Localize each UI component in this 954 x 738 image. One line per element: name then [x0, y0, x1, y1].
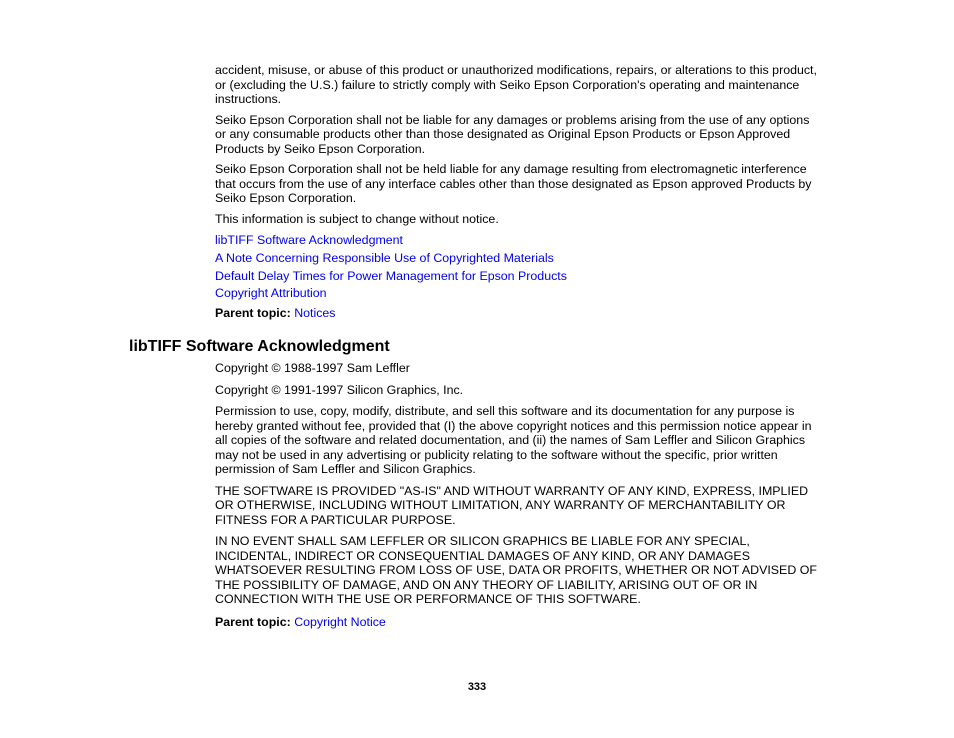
related-links-list	[215, 232, 821, 303]
parent-topic-label: Parent topic:	[215, 306, 291, 321]
paragraph-permission: Permission to use, copy, modify, distribute, and sell this software and its documentation for any purpose is hereby granted without fee, provided that (I) the above copyright notices and this permission notice appear in all copies of the software and related documentation, and (ii) the names of Sam Leffler and Silicon Graphics may not be used in any advertising or publicity relating to the software without the specific, prior written permission of Sam Leffler and Silicon Graphics.	[215, 404, 812, 476]
link-copyrighted-materials[interactable]: A Note Concerning Responsible Use of Copyrighted Materials	[215, 250, 554, 265]
parent-topic-link-notices[interactable]: Notices	[294, 306, 336, 321]
link-power-management-delay[interactable]: Default Delay Times for Power Management for Epson Products	[215, 268, 567, 283]
paragraph-change-notice: This information is subject to change without notice.	[215, 211, 499, 226]
libtiff-section	[215, 361, 821, 636]
link-copyright-attribution[interactable]: Copyright Attribution	[215, 286, 327, 301]
copyright-silicon-graphics: Copyright © 1991-1997 Silicon Graphics, Inc.	[215, 382, 464, 397]
section-heading-libtiff: libTIFF Software Acknowledgment	[129, 338, 390, 355]
parent-topic-copyright-notice	[215, 615, 821, 630]
paragraph-electromagnetic-interference: Seiko Epson Corporation shall not be held liable for any damage resulting from electromagnetic interference that occurs from the use of any interface cables other than those designated as Epson approved Products by Seiko Epson Corporation.	[215, 162, 812, 205]
link-libtiff-acknowledgment[interactable]: libTIFF Software Acknowledgment	[215, 233, 404, 247]
copyright-sam-leffler: Copyright © 1988-1997 Sam Leffler	[215, 361, 410, 375]
top-section	[215, 63, 821, 327]
paragraph-liability-limitation: IN NO EVENT SHALL SAM LEFFLER OR SILICON GRAPHICS BE LIABLE FOR ANY SPECIAL, INCIDENTAL, INDIRECT OR CONSEQUENTIAL DAMAGES OF ANY KIND, OR ANY DAMAGES WHATSOEVER RESULTING FROM LOSS OF USE, DATA OR PROFITS, WHETHER OR NOT ADVISED OF THE POSSIBILITY OF DAMAGE, AND ON ANY THEORY OF LIABILITY, ARISING OUT OF OR IN CONNECTION WITH THE USE OR PERFORMANCE OF THIS SOFTWARE.	[215, 534, 817, 606]
paragraph-warranty-disclaimer: THE SOFTWARE IS PROVIDED "AS-IS" AND WITHOUT WARRANTY OF ANY KIND, EXPRESS, IMPLIED OR OTHERWISE, INCLUDING WITHOUT LIMITATION, ANY WARRANTY OF MERCHANTABILITY OR FITNESS FOR A PARTICULAR PURPOSE.	[215, 483, 809, 527]
page-number: 333	[467, 681, 487, 693]
parent-topic-label: Parent topic:	[215, 614, 291, 629]
parent-topic-notices	[215, 306, 821, 321]
paragraph-accident-misuse: accident, misuse, or abuse of this product or unauthorized modifications, repairs, or alterations to this product, or (excluding the U.S.) failure to strictly comply with Seiko Epson Corporation's operating and maintenance instructions.	[215, 63, 817, 106]
parent-topic-link-copyright-notice[interactable]: Copyright Notice	[294, 614, 386, 629]
paragraph-options-liability: Seiko Epson Corporation shall not be liable for any damages or problems arising from the use of any options or any consumable products other than those designated as Original Epson Products or Epson Approved Products by Seiko Epson Corporation.	[215, 112, 810, 156]
